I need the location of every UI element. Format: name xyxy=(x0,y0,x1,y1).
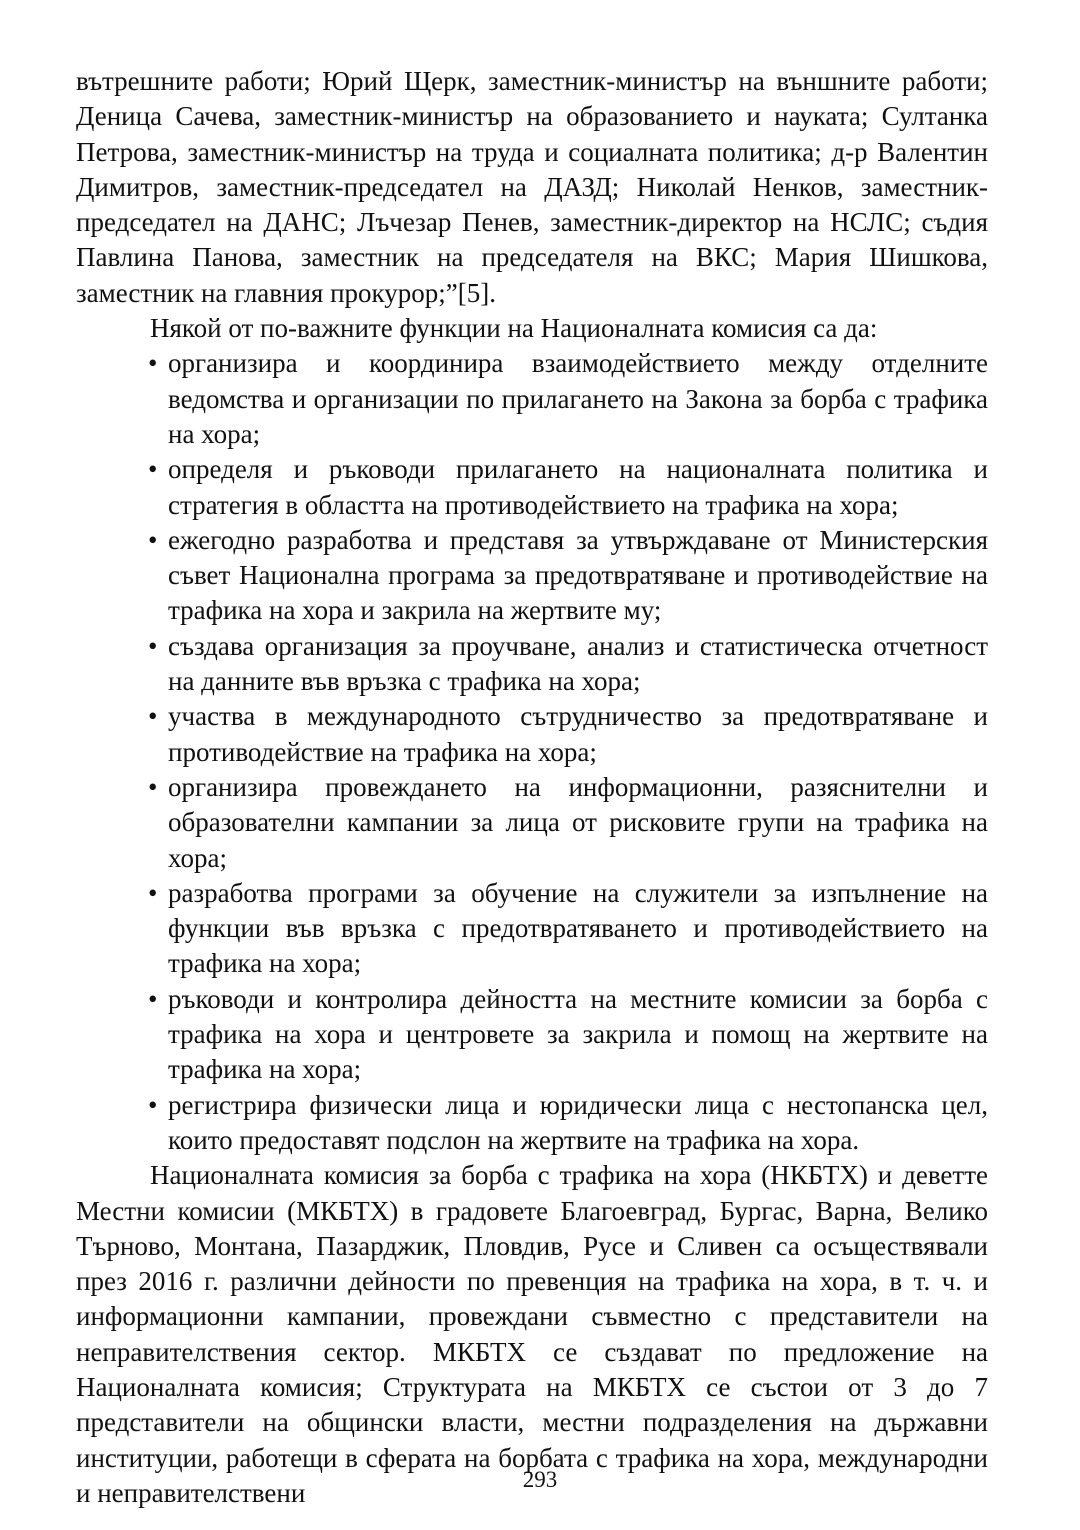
list-item-text: организира провеждането на информационни, разяснителни и образователни кампании за лица от рисковите групи на трафика на хора; xyxy=(168,771,988,873)
list-item xyxy=(148,523,988,629)
list-item-text: регистрира физически лица и юридически лица с нестопанска цел, които предоставят подслон на жертвите на трафика на хора. xyxy=(168,1089,988,1155)
bullet-icon: • xyxy=(148,771,158,802)
list-item-text: създава организация за проучване, анализ и статистическа отчетност на данните във връзка с трафика на хора; xyxy=(168,630,988,697)
list-item xyxy=(148,629,988,700)
list-item-text: участва в международното сътрудничество за предотвратяване и противодействие на трафика на хора; xyxy=(168,701,988,767)
bullet-icon: • xyxy=(148,1089,158,1120)
list-item xyxy=(148,876,988,982)
list-item-text: ежегодно разработва и представя за утвърждаване от Министерския съвет Национална програма за предотвратяване и противодействие на трафика на хора и закрила на жертвите му; xyxy=(168,524,988,626)
bullet-icon: • xyxy=(148,524,158,555)
list-item xyxy=(148,452,988,523)
list-item xyxy=(148,770,988,876)
list-item xyxy=(148,699,988,770)
list-item xyxy=(148,346,988,452)
bullet-icon: • xyxy=(148,983,158,1014)
opening-paragraph: вътрешните работи; Юрий Щерк, заместник-министър на външните работи; Деница Сачева, заместник-министър на образованието и науката; Султанка Петрова, заместник-министър на труда и социалната политика; д-р Валентин Димитров, заместник-председател на ДАЗД; Николай Ненков, заместник-председател на ДАНС; Лъчезар Пенев, заместник-директор на НСЛС; съдия Павлина Панова, заместник на председателя на ВКС; Мария Шишкова, заместник на главния прокурор;”[5]. xyxy=(76,66,988,308)
closing-paragraph: Националната комисия за борба с трафика на хора (НКБТХ) и деветте Местни комисии (МКБТХ) в градовете Благоевград, Бургас, Варна, Велико Търново, Монтана, Пазарджик, Пловдив, Русе и Сливен са осъществявали през 2016 г. различни дейности по превенция на трафика на хора, в т. ч. и информационни кампании, провеждани съвместно с представители на неправителствения сектор. МКБТХ се създават по предложение на Националната комисия; Структурата на МКБТХ се състои от 3 до 7 представители на общински власти, местни подразделения на държавни институции, работещи в сферата на борбата с трафика на хора, международни и неправителствени xyxy=(76,1160,988,1508)
bullet-icon: • xyxy=(148,701,158,732)
bullet-icon: • xyxy=(148,630,158,661)
list-item-text: разработва програми за обучение на служители за изпълнение на функции във връзка с предотвратяването и противодействието на трафика на хора; xyxy=(168,877,988,979)
functions-list xyxy=(76,346,988,1158)
list-item-text: ръководи и контролира дейността на местните комисии за борба с трафика на хора и центровете за закрила и помощ на жертвите на трафика на хора; xyxy=(168,983,988,1085)
list-item xyxy=(148,982,988,1088)
bullet-icon: • xyxy=(148,348,158,379)
bullet-icon: • xyxy=(148,877,158,908)
list-item-text: определя и ръководи прилагането на националната политика и стратегия в областта на противодействието на трафика на хора; xyxy=(168,454,988,520)
list-item-text: организира и координира взаимодействието между отделните ведомства и организации по прилагането на Закона за борба с трафика на хора; xyxy=(168,348,988,449)
bullet-icon: • xyxy=(148,454,158,485)
document-page xyxy=(76,64,988,1511)
list-item xyxy=(148,1088,988,1159)
page-number: 293 xyxy=(522,1467,558,1492)
functions-intro: Някой от по-важните функции на Националната комисия са да: xyxy=(150,313,878,344)
